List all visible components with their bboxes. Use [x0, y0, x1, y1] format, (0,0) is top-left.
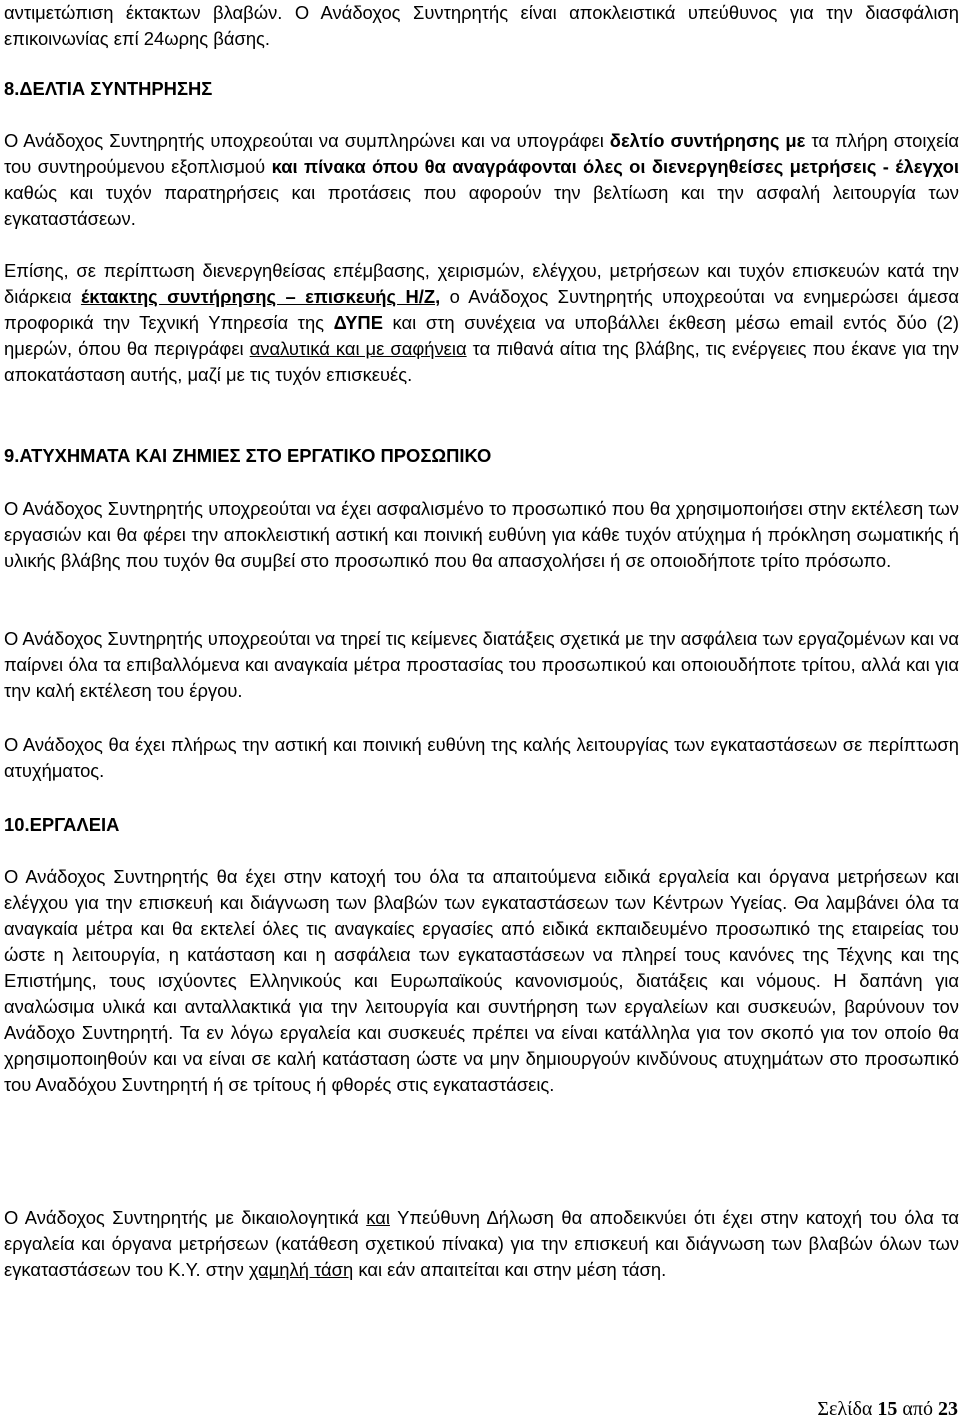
section-9-paragraph-2: Ο Ανάδοχος Συντηρητής υποχρεούται να τηρεί τις κείμενες διατάξεις σχετικά με την ασφάλεια των εργαζομένων και να παίρνει όλα τα επιβαλλόμενα και αναγκαία μέτρα προστασίας του προσωπικού και οποιουδήποτε τρίτου, αλλά και για την καλή εκτέλεση του έργου.: [4, 628, 960, 701]
text-run: τα πιθανά αίτια της βλάβης, τις ενέργειες που έκανε για την αποκατάσταση αυτής, μαζί με τις τυχόν επισκευές.: [4, 338, 959, 385]
bold-underline-run: έκτακτης συντήρησης – επισκευής Η/Ζ,: [80, 286, 441, 307]
text-run: Ο Ανάδοχος Συντηρητής με δικαιολογητικά: [4, 1207, 367, 1228]
intro-paragraph: [4, 0, 959, 52]
footer-label: Σελίδα: [817, 1398, 873, 1420]
section-8-heading: 8.ΔΕΛΤΙΑ ΣΥΝΤΗΡΗΣΗΣ: [4, 78, 213, 99]
section-8-paragraph-1: [4, 128, 959, 232]
text-run: και εάν απαιτείται και στην μέση τάση.: [353, 1259, 667, 1280]
section-9-paragraph-1: Ο Ανάδοχος Συντηρητής υποχρεούται να έχει ασφαλισμένο το προσωπικό που θα χρησιμοποιήσει στην εκτέλεση των εργασιών και θα φέρει την αποκλειστική αστική και ποινική ευθύνη για κάθε τυχόν ατύχημα ή πρόκληση σωματικής ή υλικής βλάβης που τυχόν θα συμβεί στο προσωπικό που θα απασχολήσει ή σε οποιοδήποτε τρίτο πρόσωπο.: [4, 498, 959, 571]
total-page-count: 23: [938, 1398, 958, 1420]
section-9-heading: 9.ΑΤΥΧΗΜΑΤΑ ΚΑΙ ΖΗΜΙΕΣ ΣΤΟ ΕΡΓΑΤΙΚΟ ΠΡΟΣΩΠΙΚΟ: [4, 445, 492, 466]
bold-run: δελτίο συντήρησης με: [609, 130, 806, 151]
text-run: Υπεύθυνη Δήλωση θα αποδεικνύει ότι έχει στην κατοχή του όλα τα εργαλεία και όργανα μετρήσεων (κατάθεση σχετικού πίνακα) για την επισκευή και διάγνωση των βλαβών όλων των εγκαταστάσεων του Κ.Υ. στην: [4, 1207, 959, 1280]
bold-run: ΔΥΠΕ: [333, 312, 383, 333]
footer-of: από: [902, 1398, 933, 1420]
section-10-heading: 10.ΕΡΓΑΛΕΙΑ: [4, 814, 120, 835]
text-run: ο Ανάδοχος Συντηρητής υποχρεούται να ενημερώσει άμεσα προφορικά την Τεχνική Υπηρεσία της: [4, 286, 960, 333]
current-page-number: 15: [877, 1398, 898, 1420]
text-run: καθώς και τυχόν παρατηρήσεις και προτάσεις που αφορούν την βελτίωση και την ασφαλή λειτουργία των εγκαταστάσεων.: [4, 182, 959, 229]
underline-run: αναλυτικά και με σαφήνεια: [249, 338, 467, 359]
text-run: Ο Ανάδοχος Συντηρητής υποχρεούται να συμπληρώνει και να υπογράφει: [4, 130, 610, 151]
text-run: τα πλήρη στοιχεία του συντηρούμενου εξοπλισμού: [4, 130, 959, 177]
section-8-paragraph-2: [4, 258, 959, 388]
page-footer: [817, 1397, 958, 1421]
intro-text: αντιμετώπιση έκτακτων βλαβών. Ο Ανάδοχος Συντηρητής είναι αποκλειστικά υπεύθυνος για την διασφάλιση επικοινωνίας επί 24ωρης βάσης.: [4, 2, 959, 49]
section-10-paragraph-1: Ο Ανάδοχος Συντηρητής θα έχει στην κατοχή του όλα τα απαιτούμενα ειδικά εργαλεία και όργανα μετρήσεων και ελέγχου για την επισκευή και διάγνωση των βλαβών των εγκαταστάσεων των Κέντρων Υγείας. Θα λαμβάνει όλα τα αναγκαία μέτρα και θα εκτελεί όλες τις αναγκαίες εργασίες από ειδικά εκπαιδευμένο προσωπικό της εταιρείας του ώστε η λειτουργία, η κατάσταση και η ασφάλεια των εγκαταστάσεων να πληρεί τους κανόνες της Τέχνης και της Επιστήμης, τους ισχύοντες Ελληνικούς και Ευρωπαϊκούς κανονισμούς, διατάξεις και νόμους. Η δαπάνη για αναλώσιμα υλικά και ανταλλακτικά για την λειτουργία και συντήρηση των εργαλείων και συσκευών, βαρύνουν τον Ανάδοχο Συντηρητή. Τα εν λόγω εργαλεία και συσκευές πρέπει να είναι κατάλληλα για τον σκοπό για τον οποίο θα χρησιμοποιηθούν και να είναι σε καλή κατάσταση ώστε να μην δημιουργούν κινδύνους ατυχημάτων στο προσωπικό του Αναδόχου Συντηρητή ή σε τρίτους ή φθορές στις εγκαταστάσεις.: [4, 866, 959, 1095]
text-run: Επίσης, σε περίπτωση διενεργηθείσας επέμβασης, χειρισμών, ελέγχου, μετρήσεων και τυχόν επισκευών κατά την διάρκεια: [4, 260, 959, 307]
section-9-paragraph-3: Ο Ανάδοχος θα έχει πλήρως την αστική και ποινική ευθύνη της καλής λειτουργίας των εγκαταστάσεων σε περίπτωση ατυχήματος.: [4, 734, 959, 781]
underline-run: χαμηλή τάση: [248, 1259, 354, 1280]
section-10-paragraph-2: [4, 1205, 959, 1283]
underline-run: και: [366, 1207, 390, 1228]
bold-run: και πίνακα όπου θα αναγράφονται όλες οι διενεργηθείσες μετρήσεις - έλεγχοι: [271, 156, 959, 177]
text-run: και στη συνέχεια να υποβάλλει έκθεση μέσω email εντός δύο (2) ημερών, όπου θα περιγράφει: [4, 312, 959, 359]
